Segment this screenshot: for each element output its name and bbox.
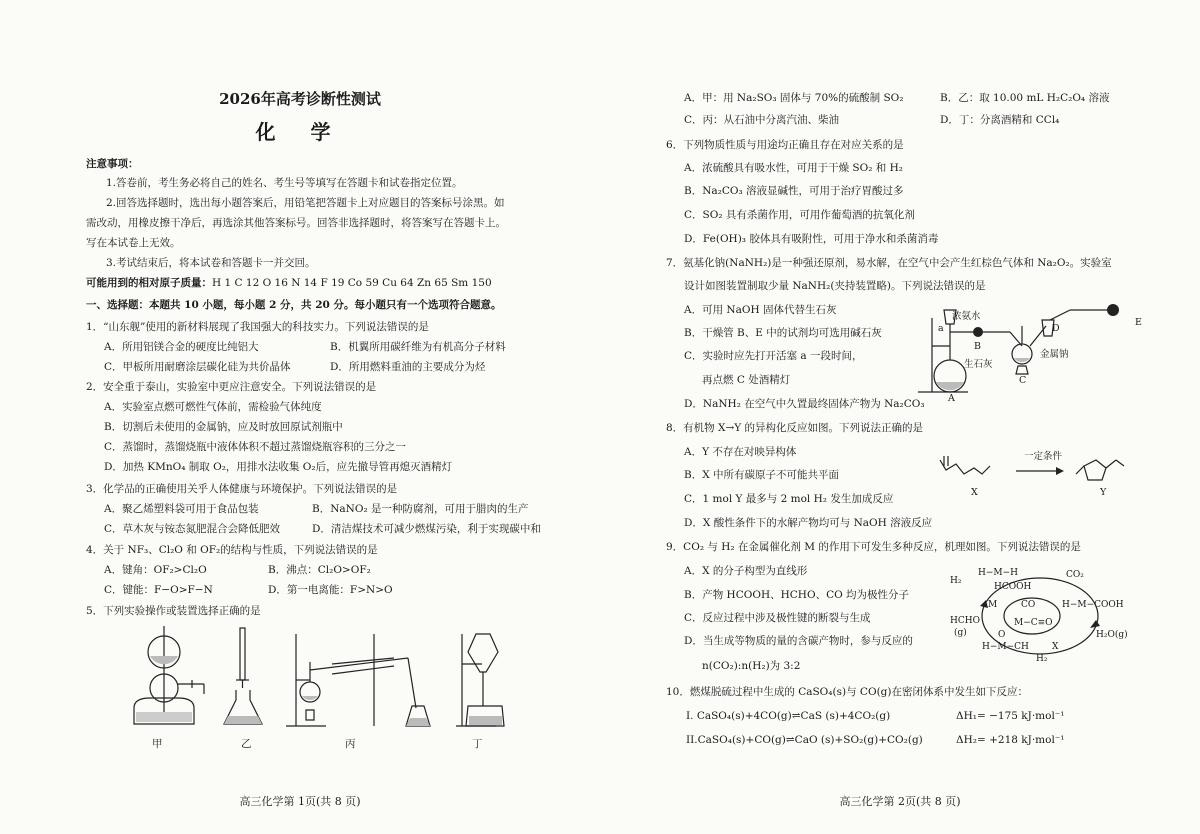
q2-stem: 2．安全重于泰山，实验室中更应注意安全。下列说法错误的是: [86, 381, 377, 393]
q9-option-d-line2: n(CO₂):n(H₂)为 3:2: [702, 660, 801, 672]
page-footer: 高三化学第 1页(共 8 页): [239, 795, 361, 808]
q5-option-d: D．丁：分离酒精和 CCl₄: [940, 114, 1060, 126]
q7-stem-line1: 7．氨基化钠(NaNH₂)是一种强还原剂，易水解，在空气中会产生红棕色气体和 Na₂O₂。实验室: [666, 257, 1112, 269]
q7-option-a: A．可用 NaOH 固体代替生石灰: [684, 304, 837, 316]
q8-option-d: D．X 酸性条件下的水解产物均可与 NaOH 溶液反应: [684, 517, 933, 529]
q7-label-A: A: [948, 393, 955, 404]
q5-stem: 5．下列实验操作或装置选择正确的是: [86, 605, 261, 617]
q6-option-b: B．Na₂CO₃ 溶液显碱性，可用于治疗胃酸过多: [684, 185, 904, 197]
q1-option-b: B．机翼所用碳纤维为有机高分子材料: [330, 341, 506, 353]
q4-option-b: B．沸点：Cl₂O>OF₂: [268, 564, 371, 576]
q8-label-X: X: [971, 487, 978, 498]
q9-m-c-o: M−C≡O: [1014, 618, 1053, 628]
q3-option-b: B．NaNO₂ 是一种防腐剂，可用于腊肉的生产: [312, 503, 529, 515]
q1-stem: 1．“山东舰”使用的新材料展现了我国强大的科技实力。下列说法错误的是: [86, 321, 429, 333]
q9-hcooh: HCOOH: [994, 582, 1032, 592]
q7-label-ammonia: 浓氨水: [952, 311, 981, 322]
apparatus-buret: [216, 626, 276, 728]
q7-label-D: D: [1052, 323, 1060, 334]
q7-label-B: B: [974, 341, 981, 352]
q9-h2: H₂: [950, 576, 962, 586]
q9-h-m-cooh: H−M−COOH: [1062, 600, 1124, 610]
q3-stem: 3．化学品的正确使用关乎人体健康与环境保护。下列说法错误的是: [86, 483, 398, 495]
q8-condition: 一定条件: [1024, 451, 1063, 462]
q9-h-m-h: H−M−H: [978, 568, 1018, 578]
q9-h2-bottom: H₂: [1036, 654, 1048, 664]
q9-o: O: [998, 630, 1006, 640]
q7-label-a: a: [938, 323, 944, 334]
notice-line: 2.回答选择题时，选出每小题答案后，用铅笔把答题卡上对应题目的答案标号涂黑。如: [106, 197, 505, 209]
q8-option-b: B．X 中所有碳原子不可能共平面: [684, 469, 840, 481]
subject-title: 化 学: [255, 120, 345, 144]
q9-option-c: C．反应过程中涉及极性键的断裂与生成: [684, 612, 871, 624]
apparatus-distillation: [276, 630, 456, 730]
right-page: [600, 0, 1200, 834]
q9-h-m-ch: H−M−CH: [982, 642, 1029, 652]
apparatus-label: 乙: [241, 738, 252, 750]
q5-option-a: A．甲：用 Na₂SO₃ 固体与 70%的硫酸制 SO₂: [684, 92, 904, 104]
atomic-mass-values: H 1 C 12 O 16 N 14 F 19 Co 59 Cu 64 Zn 65 Sm 150: [212, 277, 492, 289]
q2-option-d: D．加热 KMnO₄ 制取 O₂，用排水法收集 O₂后，应先撤导管再熄灭酒精灯: [104, 461, 453, 473]
q7-option-b: B．干燥管 B、E 中的试剂均可选用碱石灰: [684, 327, 882, 339]
q6-option-c: C．SO₂ 具有杀菌作用，可用作葡萄酒的抗氧化剂: [684, 209, 915, 221]
q7-label-lime: 生石灰: [964, 359, 993, 370]
apparatus-separatory-funnel: [446, 630, 516, 730]
q5-option-b: B．乙：取 10.00 mL H₂C₂O₄ 溶液: [940, 92, 1110, 104]
notice-line: 3.考试结束后，将本试卷和答题卡一并交回。: [106, 257, 316, 269]
q4-option-d: D．第一电离能：F>N>O: [268, 584, 393, 596]
section-heading: 一、选择题：本题共 10 小题，每小题 2 分，共 20 分。每小题只有一个选项符合题意。: [86, 299, 502, 311]
q5-option-c: C．丙：从石油中分离汽油、柴油: [684, 114, 840, 126]
q6-option-a: A．浓硫酸具有吸水性，可用于干燥 SO₂ 和 H₂: [684, 162, 903, 174]
q9-m: M: [988, 600, 998, 610]
q9-co2: CO₂: [1066, 570, 1084, 580]
apparatus-kipp: [126, 624, 216, 728]
q9-option-b: B．产物 HCOOH、HCHO、CO 均为极性分子: [684, 589, 910, 601]
q6-option-d: D．Fe(OH)₃ 胶体具有吸附性，可用于净水和杀菌消毒: [684, 233, 939, 245]
q8-stem: 8．有机物 X→Y 的异构化反应如图。下列说法正确的是: [666, 422, 924, 434]
q7-option-c-line1: C．实验时应先打开活塞 a 一段时间，: [684, 350, 863, 362]
atomic-mass-label: 可能用到的相对原子质量：: [86, 277, 212, 289]
apparatus-label: 丙: [345, 738, 356, 750]
q2-option-a: A．实验室点燃可燃性气体前，需检验气体纯度: [104, 401, 322, 413]
q9-x: X: [1052, 642, 1059, 652]
q7-stem-line2: 设计如图装置制取少量 NaNH₂(夹持装置略)。下列说法错误的是: [684, 280, 986, 292]
q9-option-a: A．X 的分子构型为直线形: [684, 565, 808, 577]
notice-line: 需改动，用橡皮擦干净后，再选涂其他答案标号。回答非选择题时，将答案写在答题卡上。: [86, 217, 506, 229]
q9-co: CO: [1021, 600, 1036, 610]
q2-option-b: B．切割后未使用的金属钠，应及时放回原试剂瓶中: [104, 421, 343, 433]
apparatus-label: 甲: [152, 738, 163, 750]
notice-heading: 注意事项：: [86, 158, 139, 170]
q1-option-d: D．所用燃料重油的主要成分为烃: [330, 361, 486, 373]
exam-title: 2026年高考诊断性测试: [219, 90, 381, 108]
q4-stem: 4．关于 NF₃、Cl₂O 和 OF₂的结构与性质，下列说法错误的是: [86, 544, 378, 556]
q9-option-d-line1: D．当生成等物质的量的含碳产物时，参与反应的: [684, 635, 913, 647]
q7-label-E: E: [1135, 317, 1142, 328]
q7-label-C: C: [1019, 375, 1027, 386]
q10-reaction-2: II.CaSO₄(s)+CO(g)⇌CaO (s)+SO₂(g)+CO₂(g): [686, 734, 923, 746]
q7-label-sodium: 金属钠: [1040, 349, 1069, 360]
q7-option-d: D．NaNH₂ 在空气中久置最终固体产物为 Na₂CO₃: [684, 398, 925, 410]
q8-option-c: C．1 mol Y 最多与 2 mol H₂ 发生加成反应: [684, 493, 894, 505]
q9-h2o: H₂O(g): [1096, 630, 1128, 640]
q6-stem: 6．下列物质性质与用途均正确且存在对应关系的是: [666, 139, 904, 151]
page-footer: 高三化学第 2页(共 8 页): [839, 795, 961, 808]
q9-hcho: HCHO: [950, 616, 980, 626]
q10-enthalpy-2: ΔH₂= +218 kJ·mol⁻¹: [956, 734, 1065, 746]
notice-line: 1.答卷前，考生务必将自己的姓名、考生号等填写在答题卡和试卷指定位置。: [106, 177, 463, 189]
q4-option-a: A．键角：OF₂>Cl₂O: [104, 564, 207, 576]
q3-option-d: D．清洁煤技术可减少燃煤污染，利于实现碳中和: [312, 523, 541, 535]
q9-stem: 9．CO₂ 与 H₂ 在金属催化剂 M 的作用下可发生多种反应，机理如图。下列说法错误的是: [666, 541, 1081, 553]
q10-enthalpy-1: ΔH₁= −175 kJ·mol⁻¹: [956, 710, 1065, 722]
q1-option-a: A．所用铝镁合金的硬度比纯铝大: [104, 341, 259, 353]
q8-option-a: A．Y 不存在对映异构体: [684, 446, 797, 458]
apparatus-label: 丁: [472, 738, 483, 750]
q7-apparatus: [910, 296, 1150, 404]
q8-label-Y: Y: [1100, 487, 1107, 498]
q1-option-c: C．甲板所用耐磨涂层碳化硅为共价晶体: [104, 361, 291, 373]
q3-option-a: A．聚乙烯塑料袋可用于食品包装: [104, 503, 259, 515]
q4-option-c: C．键能：F−O>F−N: [104, 584, 213, 596]
q3-option-c: C．草木灰与铵态氮肥混合会降低肥效: [104, 523, 281, 535]
q10-reaction-1: I. CaSO₄(s)+4CO(g)⇌CaS (s)+4CO₂(g): [686, 710, 891, 722]
q2-option-c: C．蒸馏时，蒸馏烧瓶中液体体积不超过蒸馏烧瓶容积的三分之一: [104, 441, 407, 453]
q10-stem: 10．燃煤脱硫过程中生成的 CaSO₄(s)与 CO(g)在密闭体系中发生如下反应：: [666, 686, 1028, 698]
notice-line: 写在本试卷上无效。: [86, 237, 181, 249]
q9-g: (g): [954, 628, 967, 638]
q7-option-c-line2: 再点燃 C 处酒精灯: [702, 374, 791, 386]
